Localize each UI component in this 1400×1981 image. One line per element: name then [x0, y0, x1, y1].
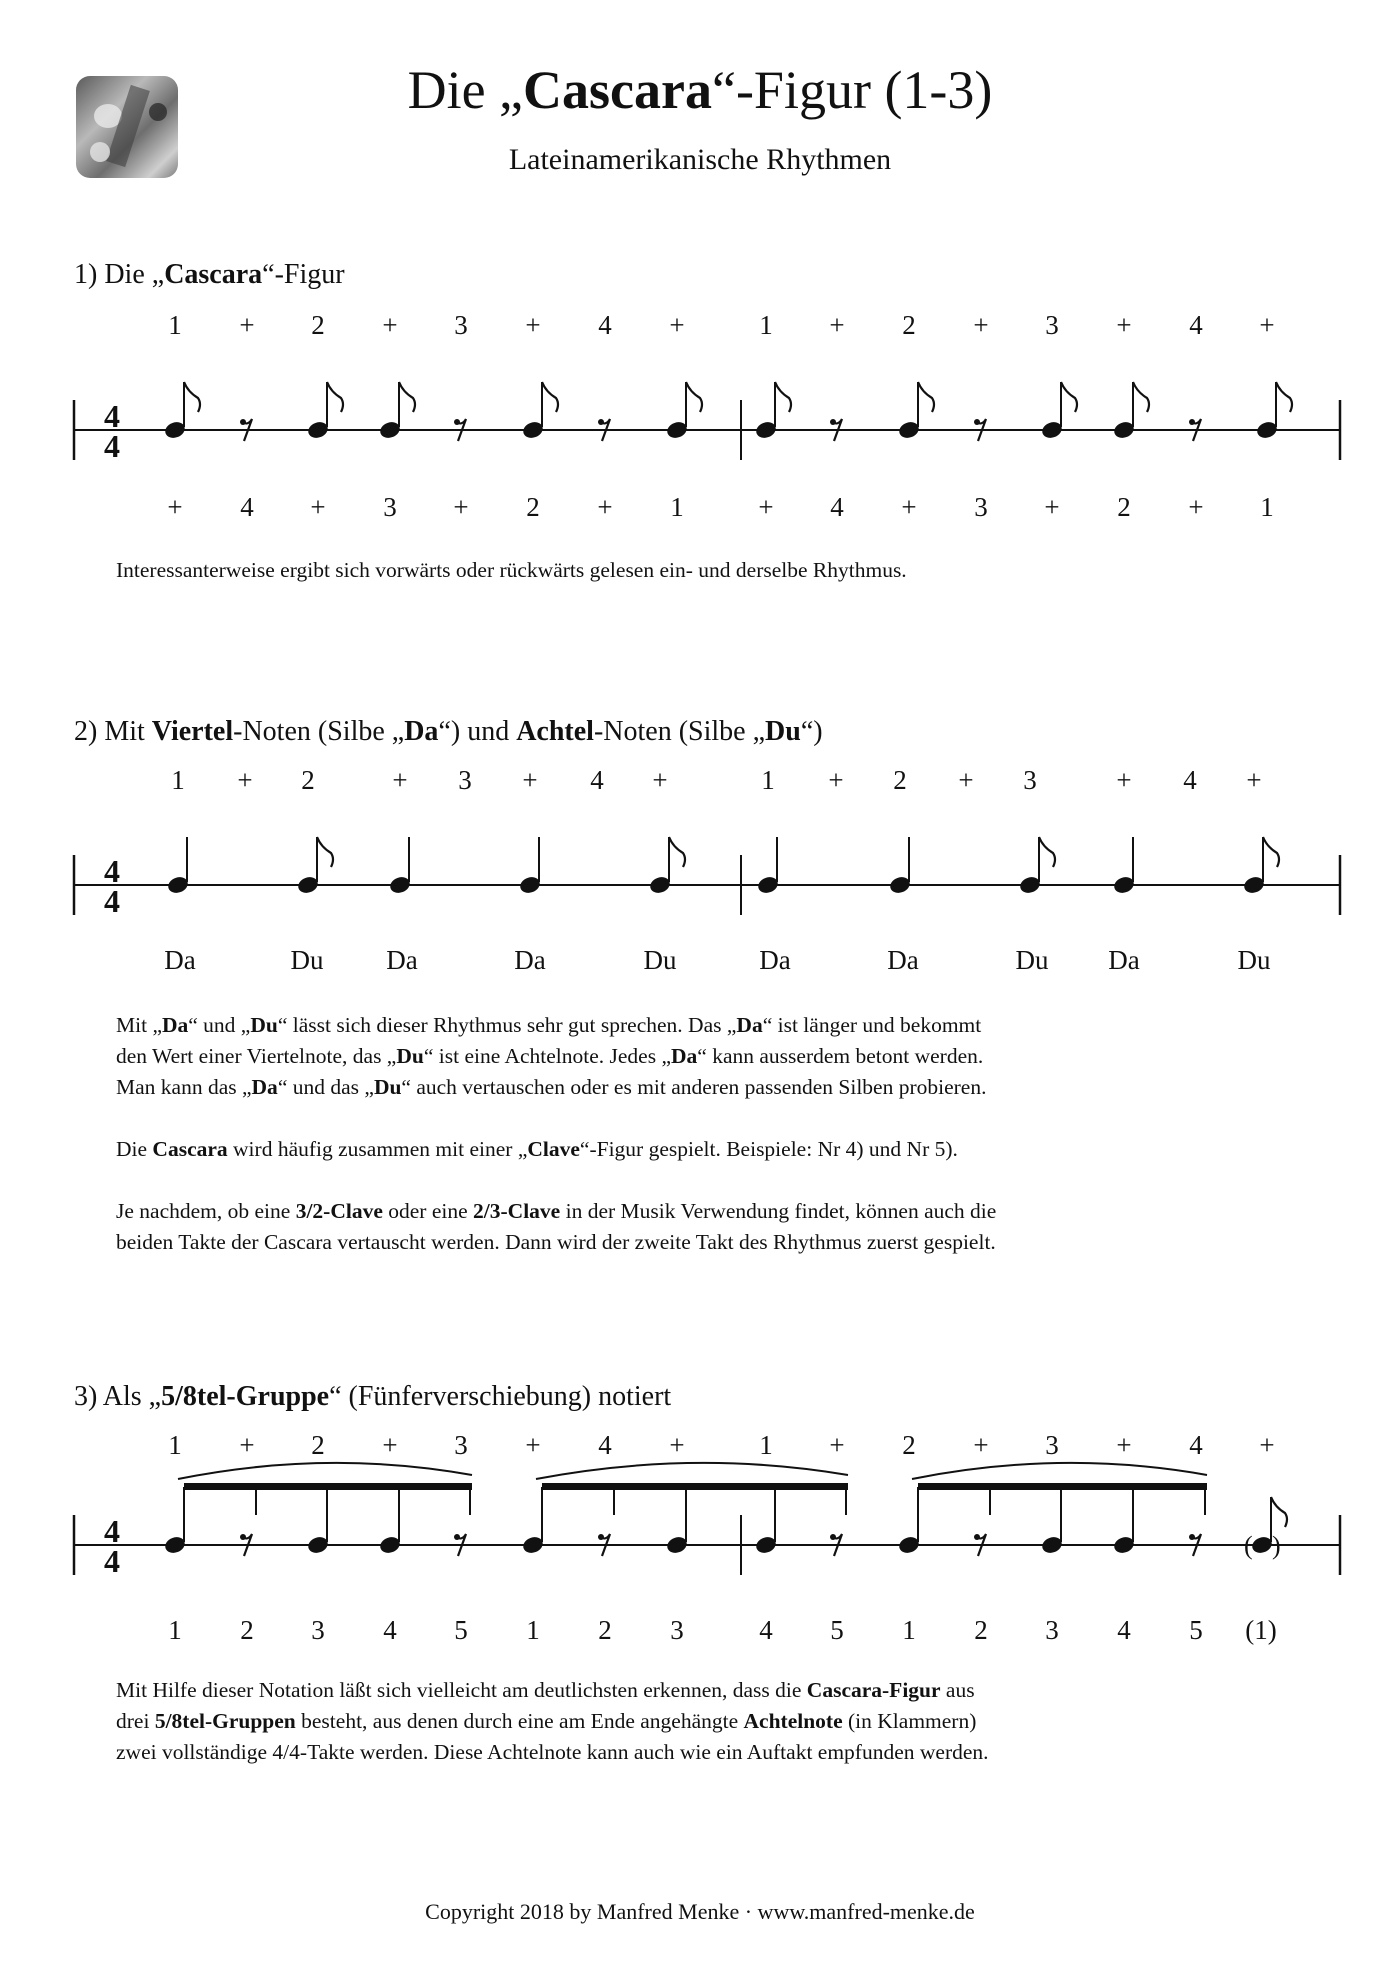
- section-3-heading: [74, 1380, 671, 1414]
- count-label: +: [239, 310, 255, 340]
- text-line-segment: “ ist länger und bekommt: [762, 1013, 982, 1037]
- count-label: 4: [383, 1615, 397, 1645]
- slur: [536, 1463, 848, 1479]
- text-line-segment: “ auch vertauschen oder es mit anderen passenden Silben probieren.: [401, 1075, 987, 1099]
- paragraph: [116, 555, 907, 586]
- text-line-segment: beiden Takte der Cascara vertauscht werden. Dann wird der zweite Takt des Rhythmus zuerst gespielt.: [116, 1230, 996, 1254]
- section-3-heading-segment: 5/8tel-Gruppe: [161, 1381, 330, 1412]
- count-label: 2: [301, 765, 315, 795]
- text-line-segment: in der Musik Verwendung findet, können auch die: [560, 1199, 997, 1223]
- count-label: 2: [893, 765, 907, 795]
- text-line-segment: Du: [373, 1075, 402, 1099]
- count-label: 4: [590, 765, 604, 795]
- count-label: +: [525, 1430, 541, 1460]
- eighth-rest-dot: [830, 419, 836, 425]
- count-label: +: [1116, 765, 1132, 795]
- note-flag: [542, 382, 558, 412]
- count-label: 2: [526, 492, 540, 522]
- note-flag: [327, 382, 343, 412]
- eighth-rest-dot: [1189, 1534, 1195, 1540]
- count-label: +: [901, 492, 917, 522]
- count-label: 1: [761, 765, 775, 795]
- count-label: +: [237, 765, 253, 795]
- section-1-staff: [0, 370, 1400, 490]
- section-2-heading-segment: “) und: [438, 716, 517, 747]
- count-label: +: [1044, 492, 1060, 522]
- paren-right: ): [1272, 1531, 1281, 1560]
- syllable-label: Du: [1237, 945, 1271, 975]
- count-label: 1: [168, 1430, 182, 1460]
- section-1-heading-segment: Cascara: [164, 259, 263, 290]
- section-1-heading-segment: “-Figur: [262, 259, 345, 290]
- count-label: 1: [526, 1615, 540, 1645]
- section-3-heading-segment: “ (Fünferverschiebung) notiert: [329, 1381, 672, 1412]
- page-subtitle: Lateinamerikanische Rhythmen: [508, 143, 892, 176]
- text-line-segment: “ kann ausserdem betont werden.: [697, 1044, 984, 1068]
- text-line-segment: aus: [940, 1678, 975, 1702]
- syllable-label: Da: [514, 945, 546, 975]
- text-line-segment: besteht, aus denen durch eine am Ende angehängte: [295, 1709, 744, 1733]
- count-label: +: [1116, 1430, 1132, 1460]
- count-label: +: [973, 310, 989, 340]
- section-2-heading-segment: -Noten (Silbe „: [593, 716, 766, 747]
- count-label: 1: [168, 310, 182, 340]
- eighth-rest-dot: [240, 419, 246, 425]
- eighth-rest-dot: [598, 419, 604, 425]
- count-label: 4: [830, 492, 844, 522]
- note-flag: [686, 382, 702, 412]
- count-label: 1: [670, 492, 684, 522]
- note-flag: [1039, 837, 1055, 867]
- count-label: +: [669, 1430, 685, 1460]
- text-line-segment: Du: [250, 1013, 278, 1037]
- beam: [918, 1483, 1207, 1490]
- paren-left: (: [1244, 1531, 1253, 1560]
- text-line-segment: 5/8tel-Gruppen: [154, 1709, 296, 1733]
- count-label: +: [1188, 492, 1204, 522]
- count-label: 2: [1117, 492, 1131, 522]
- count-label: +: [1259, 310, 1275, 340]
- eighth-rest-dot: [598, 1534, 604, 1540]
- eighth-rest-dot: [240, 1534, 246, 1540]
- count-label: 4: [1189, 310, 1203, 340]
- text-line-segment: Achtelnote: [743, 1709, 843, 1733]
- section-2-text: [116, 1010, 996, 1258]
- count-label: +: [382, 310, 398, 340]
- note-flag: [184, 382, 200, 412]
- text-line-segment: zwei vollständige 4/4-Takte werden. Diese Achtelnote kann auch wie ein Auftakt empfunden werden.: [116, 1740, 989, 1764]
- section-1-heading: [74, 258, 345, 292]
- text-line-segment: oder eine: [382, 1199, 474, 1223]
- text-line-segment: Da: [161, 1013, 189, 1037]
- text-line-segment: Mit Hilfe dieser Notation läßt sich vielleicht am deutlichsten erkennen, dass die: [116, 1678, 807, 1702]
- section-2-staff: [0, 825, 1400, 945]
- count-label: 3: [458, 765, 472, 795]
- syllable-label: Da: [386, 945, 418, 975]
- count-label: +: [239, 1430, 255, 1460]
- text-line-segment: Da: [671, 1044, 698, 1068]
- section-2-heading-segment: Achtel: [516, 716, 594, 747]
- text-line-segment: “ ist eine Achtelnote. Jedes „: [423, 1044, 672, 1068]
- eighth-rest-dot: [454, 419, 460, 425]
- count-label: +: [597, 492, 613, 522]
- text-line-segment: “ und „: [188, 1013, 251, 1037]
- note-flag: [1271, 1497, 1287, 1527]
- note-flag: [918, 382, 934, 412]
- section-3-text: [116, 1675, 989, 1768]
- count-label: 2: [311, 1430, 325, 1460]
- count-label: 3: [670, 1615, 684, 1645]
- text-line-segment: Interessanterweise ergibt sich vorwärts oder rückwärts gelesen ein- und derselbe Rhythmus.: [116, 558, 907, 582]
- count-label: 3: [1045, 1430, 1059, 1460]
- text-line-segment: 3/2-Clave: [295, 1199, 383, 1223]
- paragraph: [116, 1010, 996, 1103]
- time-signature-bottom: 4: [104, 883, 120, 919]
- count-label: +: [382, 1430, 398, 1460]
- syllable-label: Da: [887, 945, 919, 975]
- note-flag: [1061, 382, 1077, 412]
- slur: [912, 1463, 1207, 1479]
- count-label: +: [522, 765, 538, 795]
- count-label: +: [652, 765, 668, 795]
- time-signature-top: 4: [104, 1513, 120, 1549]
- slur: [178, 1463, 472, 1479]
- count-label: 4: [1117, 1615, 1131, 1645]
- count-label: +: [973, 1430, 989, 1460]
- text-line-segment: Da: [251, 1075, 278, 1099]
- text-line: [116, 1072, 996, 1103]
- count-label: 1: [902, 1615, 916, 1645]
- text-line: [116, 1706, 989, 1737]
- time-signature-top: 4: [104, 853, 120, 889]
- note-flag: [1263, 837, 1279, 867]
- syllable-label: Da: [759, 945, 791, 975]
- text-line: [116, 555, 907, 586]
- eighth-rest-dot: [830, 1534, 836, 1540]
- text-line-segment: Die: [116, 1137, 153, 1161]
- count-label: 4: [598, 310, 612, 340]
- syllable-label: Du: [1015, 945, 1049, 975]
- note-flag: [1133, 382, 1149, 412]
- text-line-segment: Da: [736, 1013, 763, 1037]
- count-label: 4: [1189, 1430, 1203, 1460]
- count-label: +: [310, 492, 326, 522]
- count-label: +: [167, 492, 183, 522]
- count-label: +: [1246, 765, 1262, 795]
- count-label: 3: [454, 1430, 468, 1460]
- beam: [542, 1483, 848, 1490]
- section-2-heading-segment: 2) Mit: [74, 716, 152, 747]
- note-flag: [399, 382, 415, 412]
- paragraph: [116, 1675, 989, 1768]
- text-line-segment: (in Klammern): [842, 1709, 977, 1733]
- count-label: 5: [830, 1615, 844, 1645]
- count-label: 3: [454, 310, 468, 340]
- count-label: 1: [759, 310, 773, 340]
- section-2-heading-segment: Da: [404, 716, 439, 747]
- count-label: +: [1116, 310, 1132, 340]
- text-line: [116, 1227, 996, 1258]
- count-label: 1: [171, 765, 185, 795]
- paragraph: [116, 1196, 996, 1258]
- syllable-label: Du: [290, 945, 324, 975]
- count-label: 2: [240, 1615, 254, 1645]
- count-label: 3: [311, 1615, 325, 1645]
- text-line: [116, 1041, 996, 1072]
- syllable-label: Da: [1108, 945, 1140, 975]
- syllable-label: Du: [643, 945, 677, 975]
- count-label: 4: [598, 1430, 612, 1460]
- eighth-rest-dot: [454, 1534, 460, 1540]
- count-label: 3: [974, 492, 988, 522]
- count-label: 1: [1260, 492, 1274, 522]
- count-label: 3: [1045, 310, 1059, 340]
- text-line-segment: Cascara-Figur: [806, 1678, 941, 1702]
- count-label: 4: [1183, 765, 1197, 795]
- text-line-segment: Cascara: [152, 1137, 228, 1161]
- text-line-segment: den Wert einer Viertelnote, das „: [116, 1044, 397, 1068]
- count-label: +: [829, 1430, 845, 1460]
- section-3-heading-segment: 3) Als „: [74, 1381, 162, 1412]
- count-label: +: [958, 765, 974, 795]
- note-flag: [1276, 382, 1292, 412]
- page-title: Die „Cascara“-Figur (1-3): [407, 60, 993, 120]
- time-signature-bottom: 4: [104, 428, 120, 464]
- count-label: +: [829, 310, 845, 340]
- count-label: 3: [383, 492, 397, 522]
- text-line: [116, 1196, 996, 1227]
- section-2-heading-segment: Du: [765, 716, 801, 747]
- eighth-rest-dot: [974, 1534, 980, 1540]
- count-label: 3: [1045, 1615, 1059, 1645]
- syllable-label: Da: [164, 945, 196, 975]
- text-line-segment: 2/3-Clave: [473, 1199, 561, 1223]
- text-line: [116, 1737, 989, 1768]
- section-1-heading-segment: 1) Die „: [74, 259, 165, 290]
- text-line-segment: “ und das „: [277, 1075, 374, 1099]
- text-line-segment: Je nachdem, ob eine: [116, 1199, 296, 1223]
- time-signature-bottom: 4: [104, 1543, 120, 1579]
- text-line-segment: Man kann das „: [116, 1075, 252, 1099]
- section-2-heading-segment: Viertel: [151, 716, 234, 747]
- text-line-segment: wird häufig zusammen mit einer „: [227, 1137, 528, 1161]
- count-label: 2: [902, 310, 916, 340]
- count-label: 4: [240, 492, 254, 522]
- text-line: [116, 1134, 996, 1165]
- text-line-segment: drei: [116, 1709, 155, 1733]
- note-flag: [775, 382, 791, 412]
- text-line: [116, 1675, 989, 1706]
- count-label: +: [669, 310, 685, 340]
- count-label: 1: [168, 1615, 182, 1645]
- text-line-segment: Mit „: [116, 1013, 162, 1037]
- text-line-segment: Clave: [527, 1137, 580, 1161]
- count-label: 1: [759, 1430, 773, 1460]
- eighth-rest-dot: [1189, 419, 1195, 425]
- note-flag: [669, 837, 685, 867]
- count-label: 2: [974, 1615, 988, 1645]
- count-label: 2: [598, 1615, 612, 1645]
- section-2-heading-segment: “): [800, 716, 823, 747]
- count-label: (1): [1245, 1615, 1277, 1645]
- footer-copyright: Copyright 2018 by Manfred Menke · www.manfred-menke.de: [425, 1899, 975, 1924]
- text-line-segment: “ lässt sich dieser Rhythmus sehr gut sprechen. Das „: [277, 1013, 737, 1037]
- count-label: +: [453, 492, 469, 522]
- text-line: [116, 1010, 996, 1041]
- text-line-segment: “-Figur gespielt. Beispiele: Nr 4) und Nr 5).: [579, 1137, 958, 1161]
- time-signature-top: 4: [104, 398, 120, 434]
- count-label: 2: [311, 310, 325, 340]
- count-label: +: [828, 765, 844, 795]
- paragraph: [116, 1134, 996, 1165]
- section-1-text: [116, 555, 907, 586]
- section-3-staff: [0, 1485, 1400, 1605]
- count-label: +: [392, 765, 408, 795]
- note-flag: [317, 837, 333, 867]
- count-label: 4: [759, 1615, 773, 1645]
- count-label: 5: [454, 1615, 468, 1645]
- count-label: +: [525, 310, 541, 340]
- section-2-heading-segment: -Noten (Silbe „: [233, 716, 405, 747]
- count-label: +: [758, 492, 774, 522]
- count-label: +: [1259, 1430, 1275, 1460]
- count-label: 5: [1189, 1615, 1203, 1645]
- section-2-heading: [74, 715, 823, 749]
- count-label: 3: [1023, 765, 1037, 795]
- text-line-segment: Du: [396, 1044, 424, 1068]
- count-label: 2: [902, 1430, 916, 1460]
- eighth-rest-dot: [974, 419, 980, 425]
- beam: [184, 1483, 472, 1490]
